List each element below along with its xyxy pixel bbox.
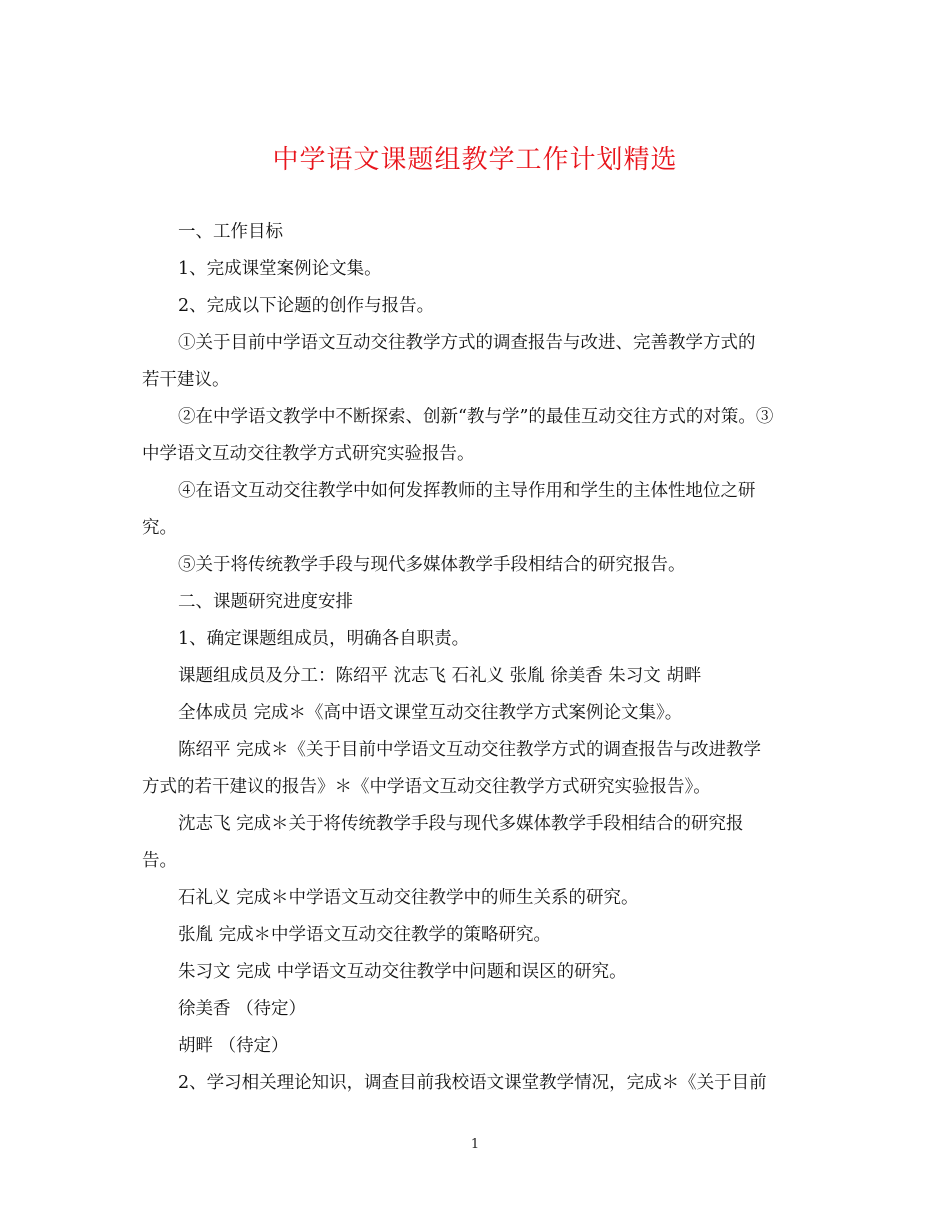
body-line: 沈志飞 完成＊关于将传统教学手段与现代多媒体教学手段相结合的研究报	[178, 814, 744, 834]
body-line: 若干建议。	[142, 370, 230, 390]
body-line: 二、课题研究进度安排	[178, 592, 353, 612]
body-line: 1、完成课堂案例论文集。	[178, 259, 382, 279]
document-body	[142, 217, 817, 1105]
body-line: 朱习文 完成 中学语文互动交往教学中问题和误区的研究。	[178, 962, 627, 982]
body-line: 方式的若干建议的报告》＊《中学语文互动交往教学方式研究实验报告》。	[142, 777, 711, 797]
body-line: 胡畔 （待定）	[178, 1036, 289, 1056]
body-line: 2、完成以下论题的创作与报告。	[178, 296, 435, 316]
body-line: 全体成员 完成＊《高中语文课堂互动交往教学方式案例论文集》。	[178, 703, 683, 723]
body-line: 一、工作目标	[178, 222, 283, 242]
page-number: 1	[470, 1137, 480, 1152]
body-line: 课题组成员及分工：陈绍平 沈志飞 石礼义 张胤 徐美香 朱习文 胡畔	[178, 666, 702, 686]
body-line: ②在中学语文教学中不断探索、创新“教与学”的最佳互动交往方式的对策。③	[178, 407, 774, 427]
body-line: 陈绍平 完成＊《关于目前中学语文互动交往教学方式的调查报告与改进教学	[178, 740, 762, 760]
document-title: 中学语文课题组教学工作计划精选	[272, 145, 678, 175]
body-line: 徐美香 （待定）	[178, 999, 307, 1019]
body-line: 告。	[142, 851, 177, 871]
body-line: 张胤 完成＊中学语文互动交往教学的策略研究。	[178, 925, 552, 945]
body-line: ⑤关于将传统教学手段与现代多媒体教学手段相结合的研究报告。	[178, 555, 686, 575]
body-line: 1、确定课题组成员，明确各自职责。	[178, 629, 470, 649]
body-line: 中学语文互动交往教学方式研究实验报告。	[142, 444, 475, 464]
body-line: 究。	[142, 518, 177, 538]
body-line: ④在语文互动交往教学中如何发挥教师的主导作用和学生的主体性地位之研	[178, 481, 756, 501]
body-line: ①关于目前中学语文互动交往教学方式的调查报告与改进、完善教学方式的	[178, 333, 756, 353]
body-line: 石礼义 完成＊中学语文互动交往教学中的师生关系的研究。	[178, 888, 639, 908]
body-line: 2、学习相关理论知识，调查目前我校语文课堂教学情况，完成＊《关于目前	[178, 1073, 767, 1093]
